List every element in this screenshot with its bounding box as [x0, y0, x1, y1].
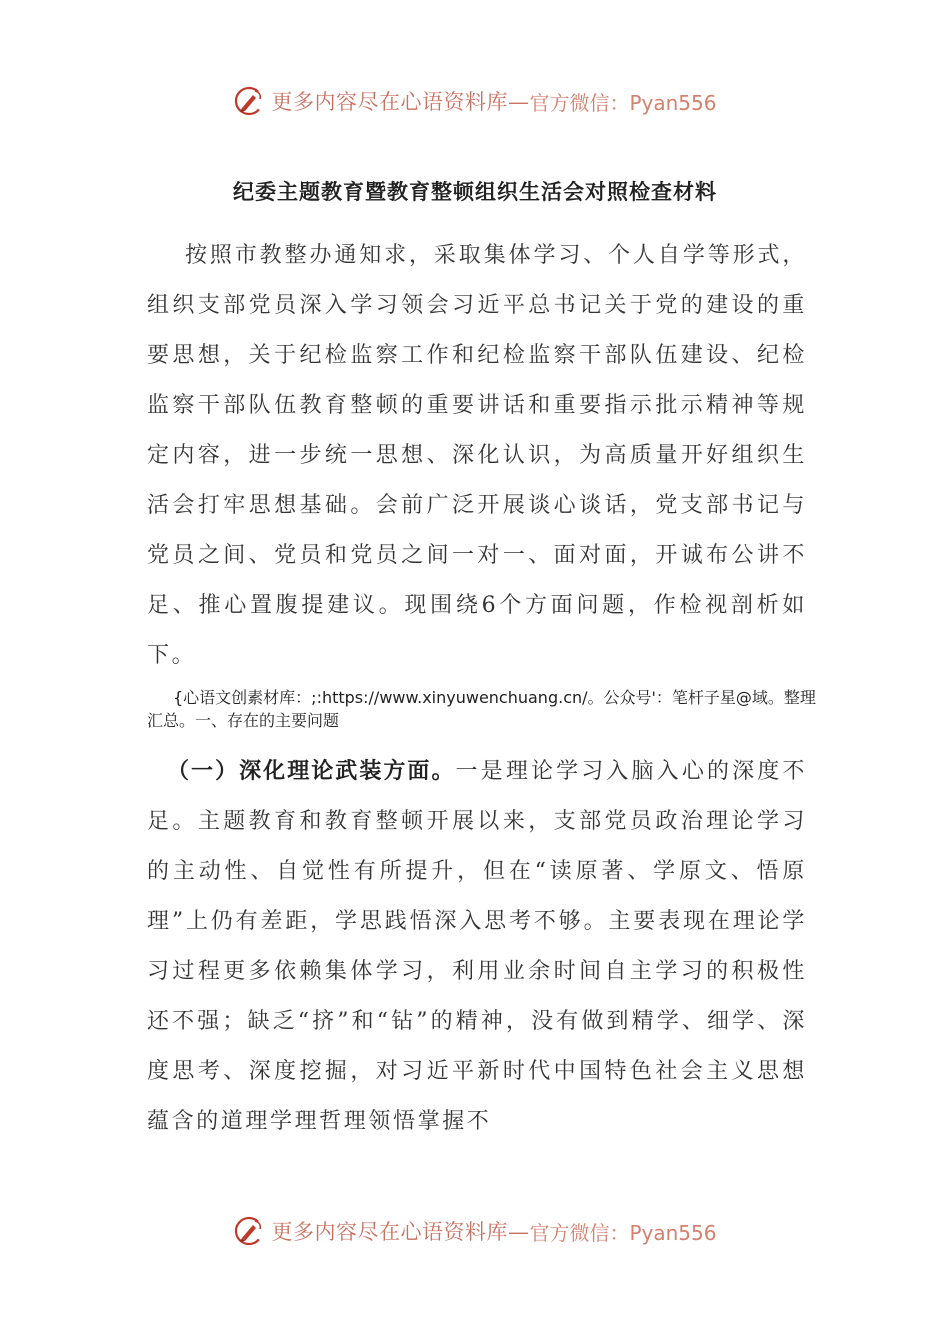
footer-banner	[0, 1208, 950, 1254]
banner-contact-text: 官方微信：Pyan556	[529, 90, 717, 115]
document-title: 纪委主题教育暨教育整顿组织生活会对照检查材料	[233, 180, 717, 204]
banner-brand-text: 更多内容尽在心语资料库—	[271, 1220, 530, 1244]
section-heading: （一）深化理论武装方面。	[167, 759, 456, 784]
intro-paragraph: 按照市教整办通知求，采取集体学习、个人自学等形式，组织支部党员深入学习领会习近平总书记关于党的建设的重要思想，关于纪检监察工作和纪检监察干部队伍建设、纪检监察干部队伍教育整顿的重要讲话和重要指示批示精神等规定内容，进一步统一思想、深化认识，为高质量开好组织生活会打牢思想基础。会前广泛开展谈心谈话，党支部书记与党员之间、党员和党员之间一对一、面对面，开诚布公讲不足、推心置腹提建议。现围绕6个方面问题，作检视剖析如下。	[147, 243, 807, 668]
pen-circle-logo-icon	[233, 1215, 265, 1247]
header-banner	[0, 78, 950, 124]
section-paragraph	[147, 747, 807, 1147]
section-body: 一是理论学习入脑入心的深度不足。主题教育和教育整顿开展以来，支部党员政治理论学习的主动性、自觉性有所提升，但在“读原著、学原文、悟原理”上仍有差距，学思践悟深入思考不够。主要表现在理论学习过程更多依赖集体学习，利用业余时间自主学习的积极性还不强；缺乏“挤”和“钻”的精神，没有做到精学、细学、深度思考、深度挖掘，对习近平新时代中国特色社会主义思想蕴含的道理学理哲理领悟掌握不	[147, 759, 807, 1134]
source-note: {心语文创素材库：;:https://www.xinyuwenchuang.cn/。公众号'：笔杆子星@域。整理汇总。一、存在的主要问题	[147, 688, 816, 730]
pen-circle-logo-icon	[233, 85, 265, 117]
banner-brand-text: 更多内容尽在心语资料库—	[271, 90, 530, 114]
banner-contact-text: 官方微信：Pyan556	[529, 1220, 717, 1245]
